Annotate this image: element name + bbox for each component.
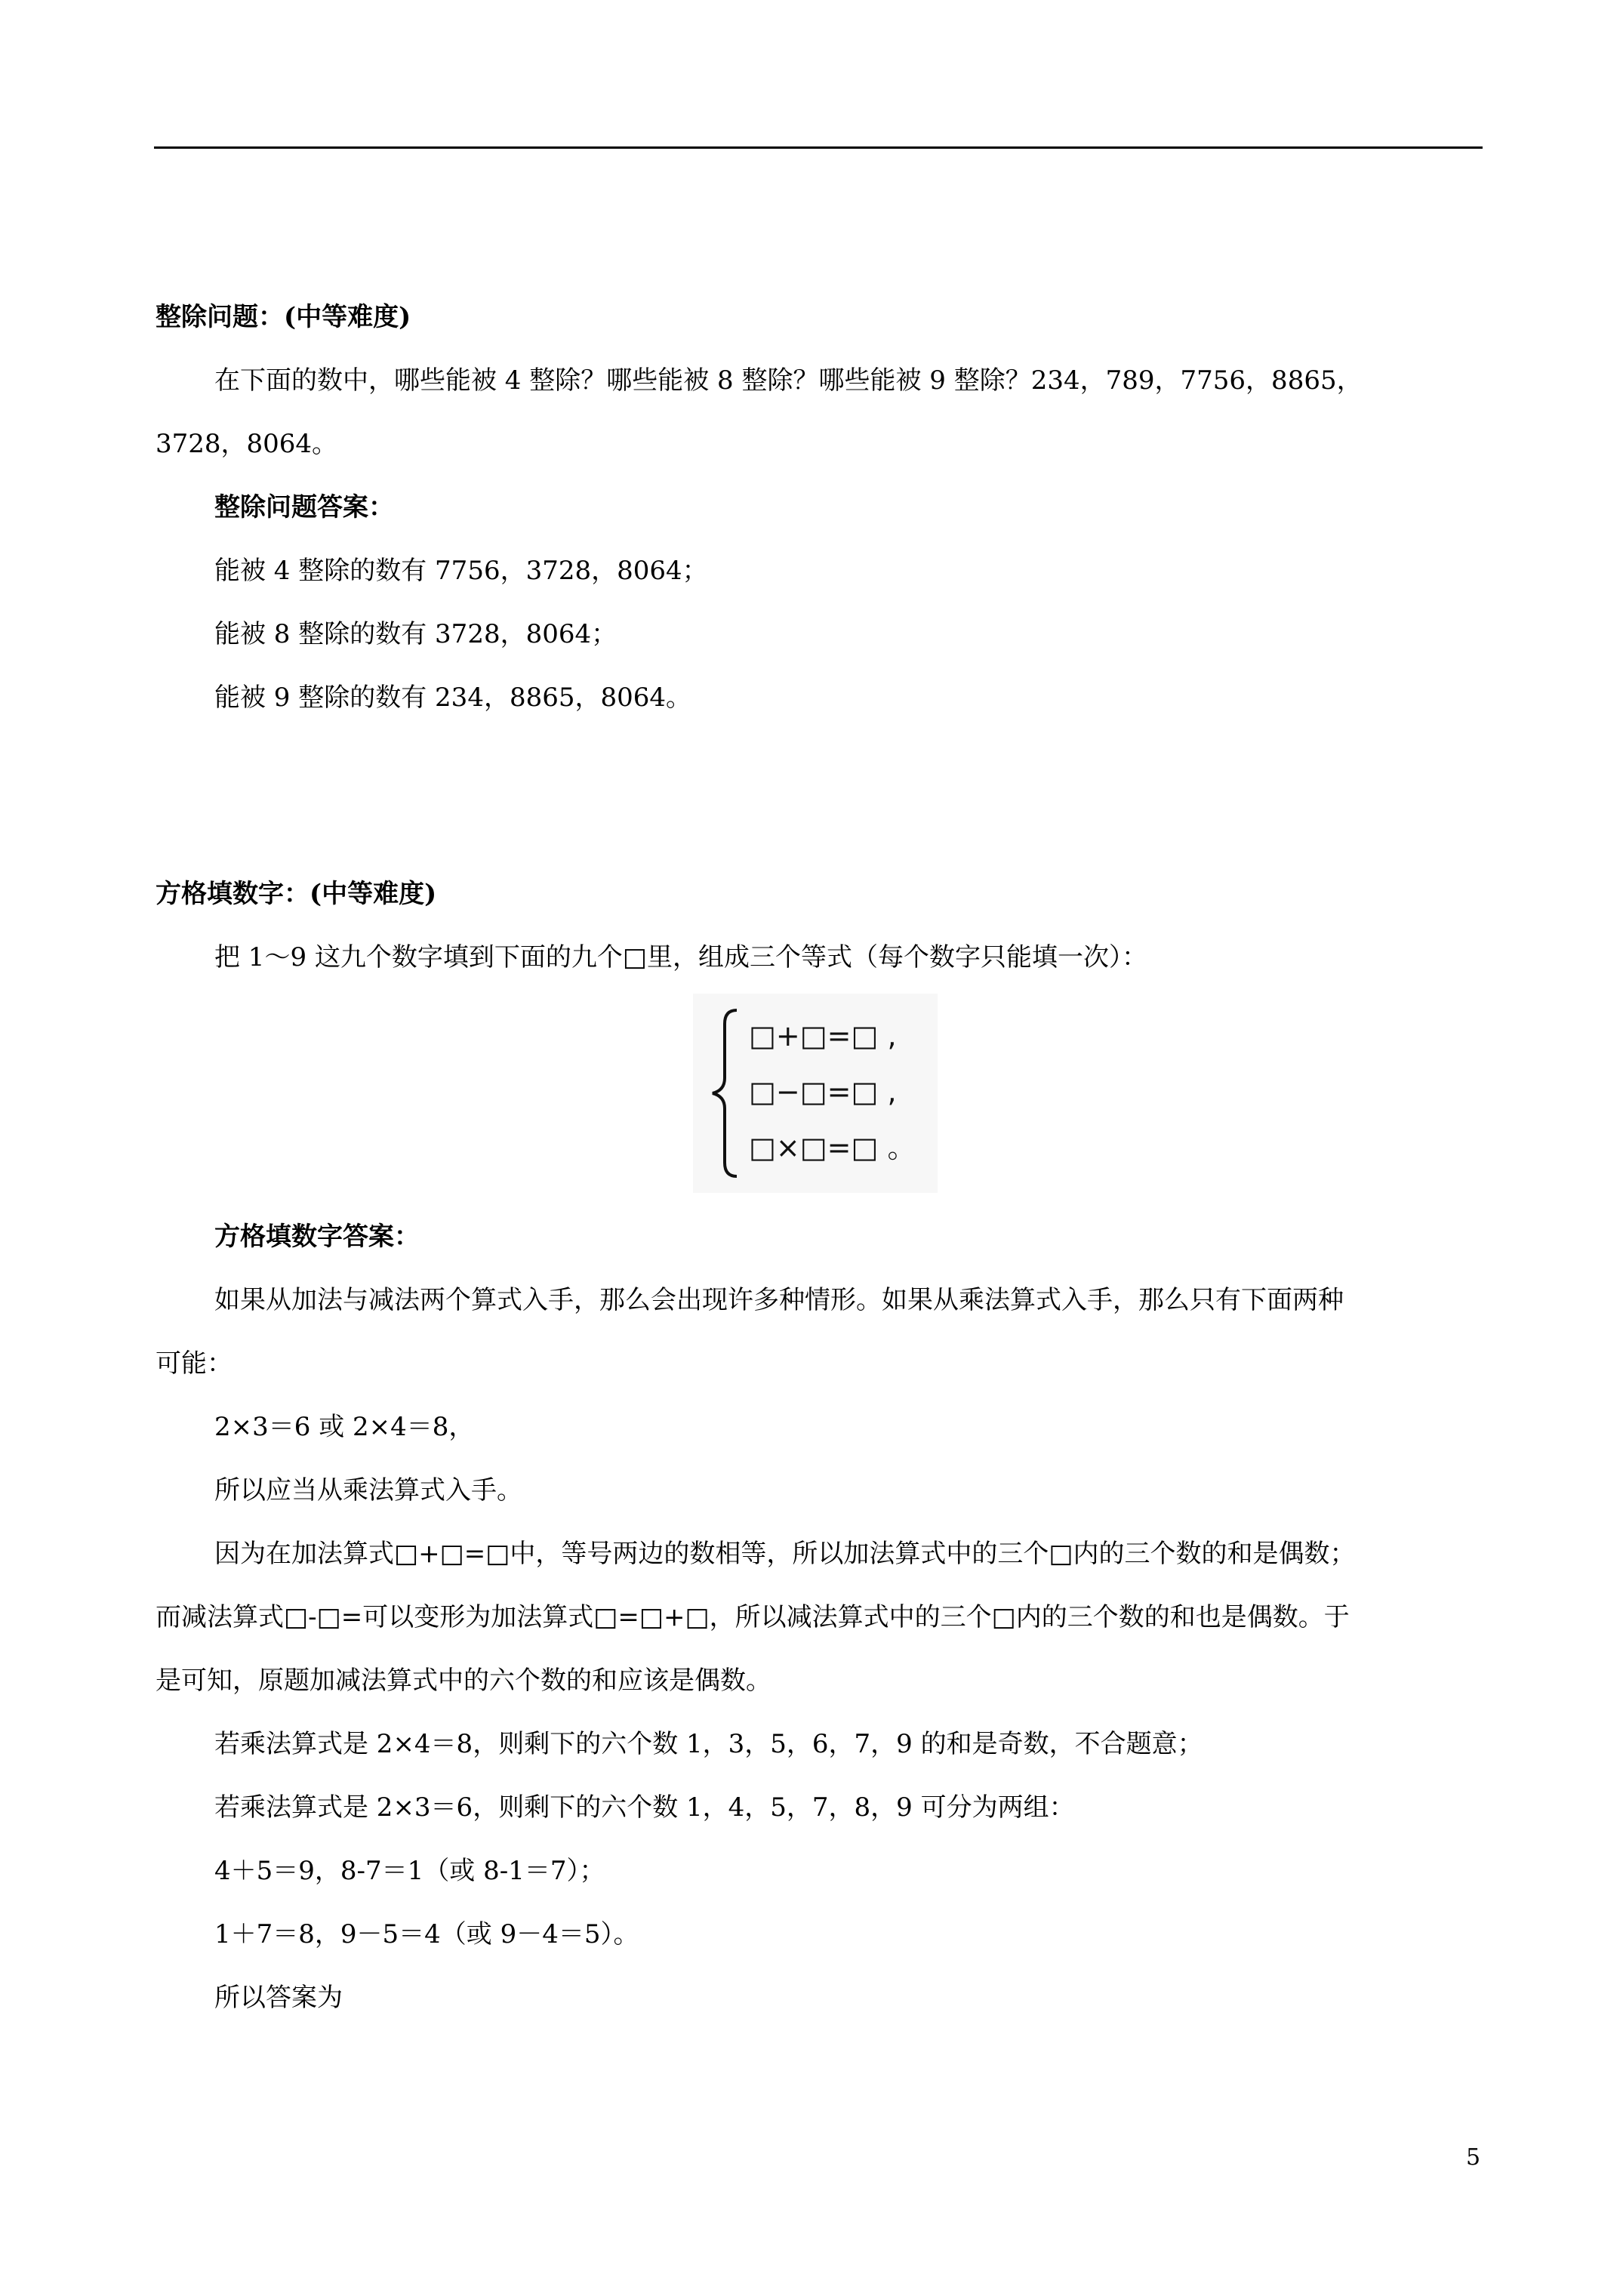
q2-title: 方格填数字：(中等难度) <box>156 879 437 909</box>
equation-addition: □+□=□ , <box>749 1019 897 1052</box>
a1-line-1: 能被 4 整除的数有 7756，3728，8064； <box>214 556 708 586</box>
a1-line-3: 能被 9 整除的数有 234，8865，8064。 <box>214 683 692 713</box>
equation-figure <box>693 994 938 1193</box>
equation-subtraction: □−□=□ , <box>749 1075 897 1108</box>
a2-line-6: 而减法算式□-□=可以变形为加法算式□=□+□，所以减法算式中的三个□内的三个数的和也是偶数。于 <box>156 1602 1350 1632</box>
a2-line-9: 若乘法算式是 2×3＝6，则剩下的六个数 1，4，5，7，8，9 可分为两组： <box>214 1792 1075 1823</box>
a2-line-4: 所以应当从乘法算式入手。 <box>214 1475 522 1505</box>
header-rule <box>154 146 1483 149</box>
a2-line-8: 若乘法算式是 2×4＝8，则剩下的六个数 1，3，5，6，7，9 的和是奇数，不合题意； <box>214 1729 1203 1759</box>
a2-line-1: 如果从加法与减法两个算式入手，那么会出现许多种情形。如果从乘法算式入手，那么只有下面两种 <box>214 1285 1344 1315</box>
a2-line-11: 1＋7＝8，9－5＝4（或 9－4＝5）。 <box>214 1919 639 1949</box>
q2-text: 把 1～9 这九个数字填到下面的九个□里，组成三个等式（每个数字只能填一次）： <box>214 942 1148 972</box>
a2-title: 方格填数字答案： <box>214 1222 420 1252</box>
q1-text-line2: 3728，8064。 <box>156 429 338 459</box>
a2-line-12: 所以答案为 <box>214 1983 343 2013</box>
a2-line-2: 可能： <box>156 1348 233 1379</box>
a2-line-3: 2×3＝6 或 2×4＝8， <box>214 1412 475 1442</box>
a1-title: 整除问题答案： <box>214 492 394 522</box>
a2-line-10: 4＋5＝9，8-7＝1（或 8-1＝7）； <box>214 1856 605 1886</box>
q1-text-line1: 在下面的数中，哪些能被 4 整除？哪些能被 8 整除？哪些能被 9 整除？234，789，7756，8865， <box>214 365 1363 396</box>
q1-title: 整除问题：(中等难度) <box>156 302 411 332</box>
a2-line-5: 因为在加法算式□+□=□中，等号两边的数相等，所以加法算式中的三个□内的三个数的和是偶数； <box>214 1539 1356 1569</box>
equation-multiplication: □×□=□ 。 <box>749 1131 916 1164</box>
a2-line-7: 是可知，原题加减法算式中的六个数的和应该是偶数。 <box>156 1666 771 1696</box>
a1-line-2: 能被 8 整除的数有 3728，8064； <box>214 619 617 649</box>
page-number: 5 <box>1466 2144 1481 2171</box>
